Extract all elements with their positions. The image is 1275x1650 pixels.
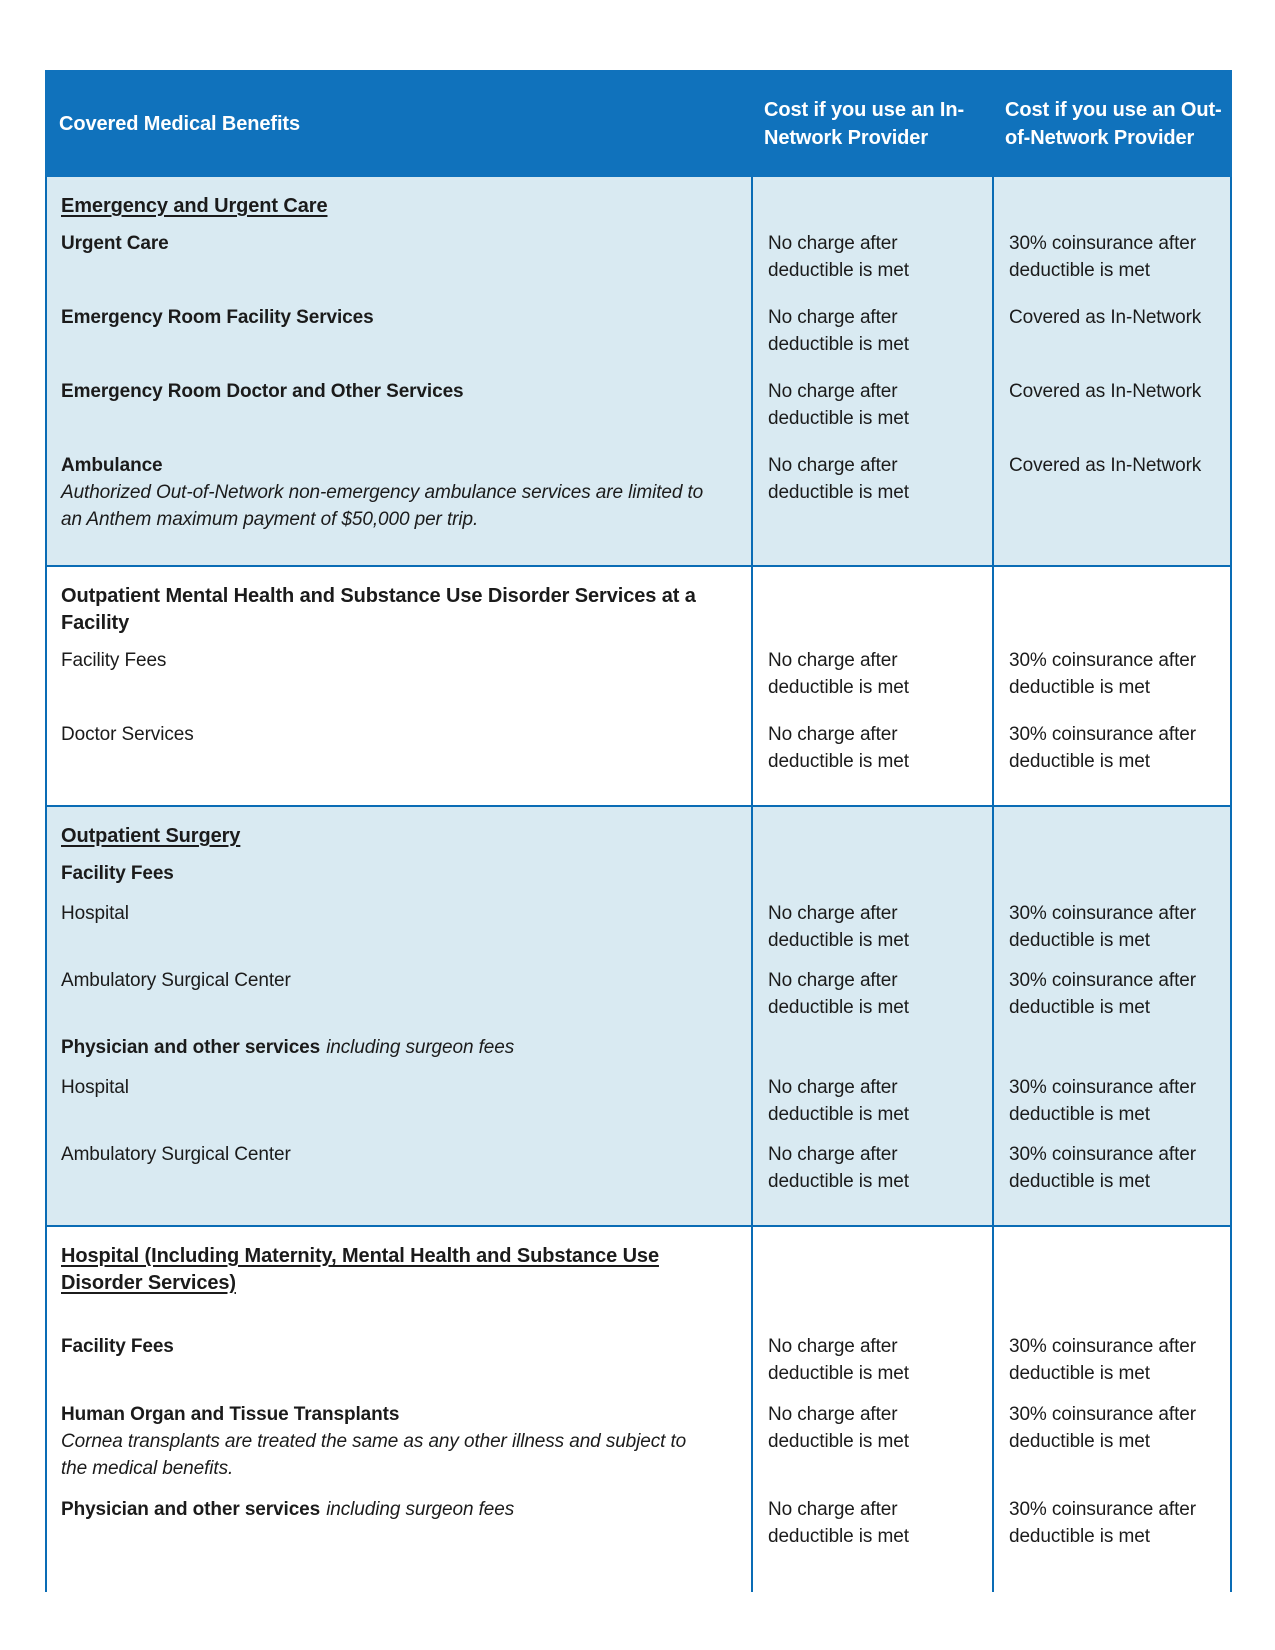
benefit-cell [47, 967, 751, 1034]
benefit-section [47, 1225, 1230, 1592]
benefit-note: Cornea transplants are treated the same as any other illness and subject to the medical benefits. [61, 1431, 687, 1479]
in-network-cost-cell [751, 230, 992, 304]
in-network-cost: No charge after deductible is met [768, 650, 909, 698]
benefit-label: Hospital [61, 1077, 129, 1098]
benefit-cell [47, 378, 751, 452]
out-of-network-cost-cell [992, 1034, 1230, 1074]
benefit-label: Hospital [61, 903, 129, 924]
table-row [47, 304, 1230, 378]
section-title: Hospital (Including Maternity, Mental Health and Substance Use Disorder Services) [61, 1245, 659, 1294]
in-network-cost: No charge after deductible is met [768, 970, 909, 1018]
benefit-label: Urgent Care [61, 233, 169, 254]
benefit-section [47, 177, 1230, 565]
out-of-network-cost-cell [992, 1401, 1230, 1496]
in-network-cost: No charge after deductible is met [768, 233, 909, 281]
in-network-cost: No charge after deductible is met [768, 455, 909, 503]
table-row [47, 1401, 1230, 1496]
in-network-cost-cell [751, 1333, 992, 1401]
benefit-cell [47, 1333, 751, 1401]
table-row [47, 721, 1230, 805]
in-network-cost-cell [751, 452, 992, 565]
header-label: Covered Medical Benefits [59, 112, 301, 135]
out-of-network-cost-cell [992, 378, 1230, 452]
section-heading-row [47, 807, 1230, 860]
table-body [47, 177, 1230, 1592]
out-of-network-cost: 30% coinsurance after deductible is met [1009, 233, 1196, 281]
table-row [47, 1141, 1230, 1225]
table-row [47, 647, 1230, 721]
benefit-label: Ambulance [61, 455, 163, 476]
in-network-cost: No charge after deductible is met [768, 724, 909, 772]
benefit-cell [47, 860, 751, 900]
out-of-network-cost-cell [992, 230, 1230, 304]
benefit-label: Ambulatory Surgical Center [61, 970, 291, 991]
table-header-row [45, 70, 1232, 177]
header-label: Cost if you use an Out-of-Network Provider [1005, 98, 1222, 149]
table-row [47, 1074, 1230, 1141]
out-of-network-cost-cell [992, 1074, 1230, 1141]
benefit-label: Emergency Room Doctor and Other Services [61, 381, 464, 402]
benefit-cell [47, 1141, 751, 1225]
benefit-label: Emergency Room Facility Services [61, 307, 374, 328]
section-title: Emergency and Urgent Care [61, 195, 328, 217]
table-row [47, 378, 1230, 452]
out-of-network-cost-cell [992, 1496, 1230, 1592]
in-network-cost: No charge after deductible is met [768, 307, 909, 355]
empty-cell [751, 567, 992, 647]
in-network-cost: No charge after deductible is met [768, 1404, 909, 1452]
header-label: Cost if you use an In-Network Provider [764, 98, 965, 149]
section-heading-row [47, 567, 1230, 647]
out-of-network-cost-cell [992, 900, 1230, 967]
out-of-network-cost-cell [992, 452, 1230, 565]
benefit-cell [47, 1401, 751, 1496]
benefit-cell [47, 900, 751, 967]
section-heading-row [47, 1227, 1230, 1333]
empty-cell [992, 807, 1230, 860]
out-of-network-cost: 30% coinsurance after deductible is met [1009, 903, 1196, 951]
in-network-cost-cell [751, 860, 992, 900]
section-title: Outpatient Surgery [61, 825, 241, 847]
benefit-label: Ambulatory Surgical Center [61, 1144, 291, 1165]
out-of-network-cost: 30% coinsurance after deductible is met [1009, 1499, 1196, 1547]
in-network-cost-cell [751, 647, 992, 721]
out-of-network-cost: 30% coinsurance after deductible is met [1009, 650, 1196, 698]
out-of-network-cost: Covered as In-Network [1009, 455, 1202, 476]
benefit-cell [47, 1034, 751, 1074]
in-network-cost-cell [751, 721, 992, 805]
in-network-cost-cell [751, 1074, 992, 1141]
out-of-network-cost: 30% coinsurance after deductible is met [1009, 1144, 1196, 1192]
out-of-network-cost: 30% coinsurance after deductible is met [1009, 724, 1196, 772]
empty-cell [992, 1227, 1230, 1333]
out-of-network-cost: 30% coinsurance after deductible is met [1009, 970, 1196, 1018]
header-in-network-cost [749, 70, 990, 177]
benefit-section [47, 565, 1230, 805]
benefit-cell [47, 1496, 751, 1592]
section-heading-cell [47, 567, 751, 647]
header-covered-medical-benefits [45, 70, 749, 177]
benefit-label: Physician and other services [61, 1499, 321, 1520]
in-network-cost-cell [751, 1496, 992, 1592]
benefit-label: Human Organ and Tissue Transplants [61, 1404, 400, 1425]
section-heading-cell [47, 177, 751, 230]
benefit-cell [47, 452, 751, 565]
in-network-cost: No charge after deductible is met [768, 1499, 909, 1547]
benefit-cell [47, 230, 751, 304]
benefit-label: Facility Fees [61, 650, 167, 671]
out-of-network-cost-cell [992, 967, 1230, 1034]
benefit-label-italic-suffix: including surgeon fees [326, 1499, 515, 1520]
table-row [47, 452, 1230, 565]
in-network-cost-cell [751, 304, 992, 378]
empty-cell [992, 567, 1230, 647]
table-row [47, 860, 1230, 900]
empty-cell [751, 1227, 992, 1333]
in-network-cost-cell [751, 1141, 992, 1225]
in-network-cost-cell [751, 1034, 992, 1074]
table-row [47, 900, 1230, 967]
out-of-network-cost-cell [992, 721, 1230, 805]
table-row [47, 1496, 1230, 1592]
empty-cell [992, 177, 1230, 230]
benefit-section [47, 805, 1230, 1225]
table-row [47, 1034, 1230, 1074]
benefit-cell [47, 304, 751, 378]
benefit-label: Doctor Services [61, 724, 194, 745]
in-network-cost: No charge after deductible is met [768, 1336, 909, 1384]
out-of-network-cost-cell [992, 647, 1230, 721]
out-of-network-cost: Covered as In-Network [1009, 381, 1202, 402]
benefit-label: Physician and other services [61, 1037, 321, 1058]
benefit-note: Authorized Out-of-Network non-emergency ambulance services are limited to an Anthem maximum payment of $50,000 per trip. [61, 482, 704, 530]
out-of-network-cost-cell [992, 304, 1230, 378]
in-network-cost-cell [751, 378, 992, 452]
empty-cell [751, 807, 992, 860]
in-network-cost: No charge after deductible is met [768, 1144, 909, 1192]
section-heading-row [47, 177, 1230, 230]
header-out-of-network-cost [990, 70, 1232, 177]
benefit-cell [47, 721, 751, 805]
in-network-cost-cell [751, 1401, 992, 1496]
table-row [47, 230, 1230, 304]
covered-medical-benefits-table [45, 70, 1232, 1592]
out-of-network-cost-cell [992, 1333, 1230, 1401]
table-row [47, 1333, 1230, 1401]
in-network-cost: No charge after deductible is met [768, 1077, 909, 1125]
in-network-cost: No charge after deductible is met [768, 381, 909, 429]
out-of-network-cost: 30% coinsurance after deductible is met [1009, 1336, 1196, 1384]
benefit-label: Facility Fees [61, 863, 174, 884]
out-of-network-cost: 30% coinsurance after deductible is met [1009, 1404, 1196, 1452]
out-of-network-cost: 30% coinsurance after deductible is met [1009, 1077, 1196, 1125]
empty-cell [751, 177, 992, 230]
section-heading-cell [47, 1227, 751, 1333]
section-heading-cell [47, 807, 751, 860]
out-of-network-cost-cell [992, 1141, 1230, 1225]
benefit-label: Facility Fees [61, 1336, 174, 1357]
section-title: Outpatient Mental Health and Substance Use Disorder Services at a Facility [61, 585, 696, 634]
in-network-cost-cell [751, 900, 992, 967]
out-of-network-cost-cell [992, 860, 1230, 900]
benefit-cell [47, 1074, 751, 1141]
in-network-cost: No charge after deductible is met [768, 903, 909, 951]
out-of-network-cost: Covered as In-Network [1009, 307, 1202, 328]
table-row [47, 967, 1230, 1034]
benefit-cell [47, 647, 751, 721]
in-network-cost-cell [751, 967, 992, 1034]
benefit-label-italic-suffix: including surgeon fees [326, 1037, 515, 1058]
